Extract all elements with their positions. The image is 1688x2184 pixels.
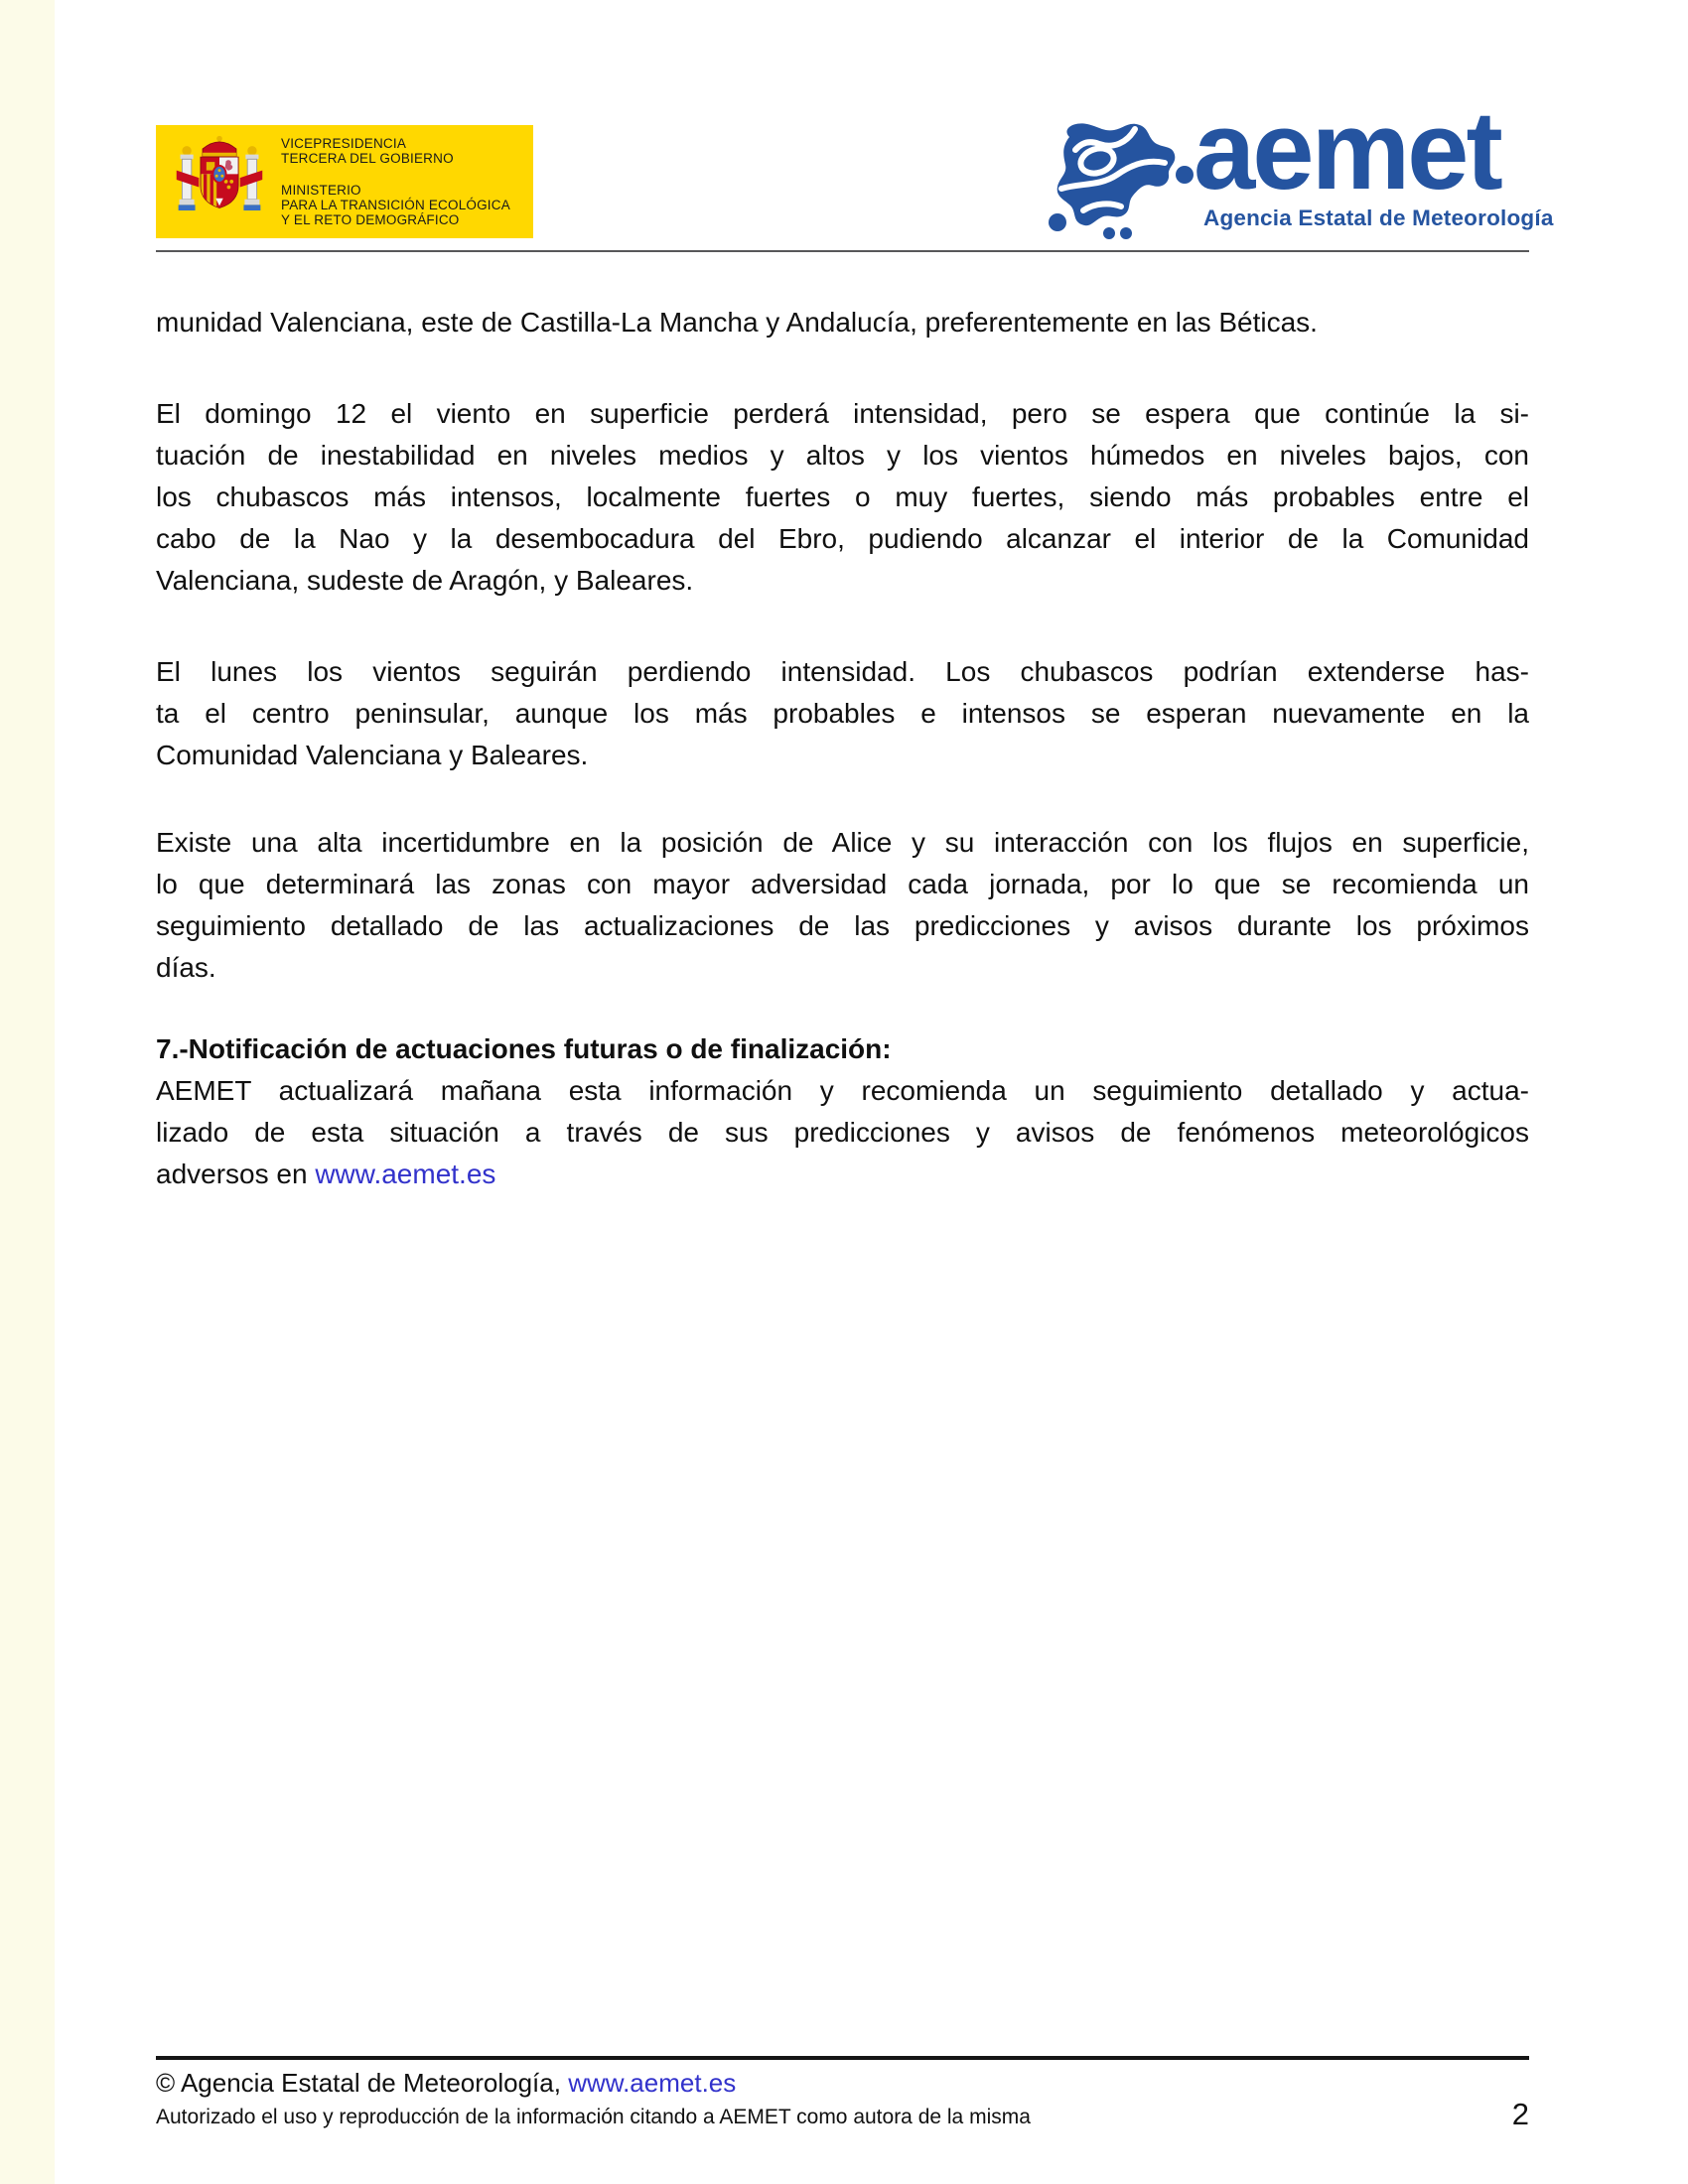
- aemet-spain-map-icon: [1048, 117, 1195, 249]
- paragraph-line: días.: [156, 952, 216, 983]
- paragraph-line: cabo de la Nao y la desembocadura del Ebro, pudiendo alcanzar el interior de la Comunidad: [156, 523, 1529, 554]
- document-body: [156, 302, 1529, 1195]
- paragraph-line: El domingo 12 el viento en superficie perderá intensidad, pero se espera que continúe la si-: [156, 398, 1529, 429]
- paragraph-line: Existe una alta incertidumbre en la posición de Alice y su interacción con los flujos en superficie,: [156, 827, 1529, 858]
- aemet-wordmark: aemet: [1194, 88, 1500, 212]
- paragraph-line: [156, 1154, 1529, 1195]
- paragraph-line: munidad Valenciana, este de Castilla-La Mancha y Andalucía, preferentemente en las Béticas.: [156, 307, 1318, 338]
- paragraph-line: Valenciana, sudeste de Aragón, y Baleares.: [156, 565, 694, 596]
- gov-line: VICEPRESIDENCIA: [281, 136, 407, 151]
- page-margin-strip: [0, 0, 55, 2184]
- paragraph: [156, 651, 1529, 776]
- section-block: [156, 1028, 1529, 1195]
- gov-line: PARA LA TRANSICIÓN ECOLÓGICA: [281, 198, 510, 212]
- paragraph: [156, 302, 1529, 343]
- page-number: 2: [1511, 2097, 1529, 2131]
- footer-aemet-website-link[interactable]: www.aemet.es: [568, 2068, 737, 2098]
- paragraph-line: los chubascos más intensos, localmente fuertes o muy fuertes, siendo más probables entre el: [156, 481, 1529, 512]
- gov-line: Y EL RETO DEMOGRÁFICO: [281, 212, 460, 227]
- paragraph-line: seguimiento detallado de las actualizaciones de las predicciones y avisos durante los próximos: [156, 910, 1529, 941]
- government-logo: [156, 125, 533, 238]
- paragraph: [156, 822, 1529, 989]
- footer-copyright-text: © Agencia Estatal de Meteorología,: [156, 2068, 569, 2098]
- paragraph-line: Comunidad Valenciana y Baleares.: [156, 740, 589, 770]
- paragraph-line: lo que determinará las zonas con mayor adversidad cada jornada, por lo que se recomienda un: [156, 869, 1529, 899]
- gov-line: MINISTERIO: [281, 183, 361, 198]
- spain-coat-of-arms-icon: [174, 133, 265, 231]
- paragraph-line: lizado de esta situación a través de sus predicciones y avisos de fenómenos meteorológicos: [156, 1117, 1529, 1148]
- paragraph-line: AEMET actualizará mañana esta información y recomienda un seguimiento detallado y actua-: [156, 1075, 1529, 1106]
- footer-authorization: Autorizado el uso y reproducción de la información citando a AEMET como autora de la misma: [156, 2106, 1031, 2128]
- footer-divider: [156, 2056, 1529, 2060]
- footer-copyright: [156, 2068, 1529, 2099]
- paragraph: [156, 393, 1529, 602]
- header-divider: [156, 250, 1529, 252]
- gov-line: TERCERA DEL GOBIERNO: [281, 151, 454, 166]
- paragraph-line: tuación de inestabilidad en niveles medios y altos y los vientos húmedos en niveles bajos, con: [156, 440, 1529, 471]
- aemet-website-link[interactable]: www.aemet.es: [315, 1159, 496, 1189]
- section-heading: 7.-Notificación de actuaciones futuras o de finalización:: [156, 1033, 892, 1064]
- paragraph-line: ta el centro peninsular, aunque los más probables e intensos se esperan nuevamente en la: [156, 698, 1529, 729]
- paragraph-line-text: adversos en: [156, 1159, 316, 1189]
- paragraph-line: El lunes los vientos seguirán perdiendo intensidad. Los chubascos podrían extenderse has-: [156, 656, 1529, 687]
- aemet-tagline: Agencia Estatal de Meteorología: [1203, 205, 1554, 230]
- government-logo-text: [281, 136, 510, 227]
